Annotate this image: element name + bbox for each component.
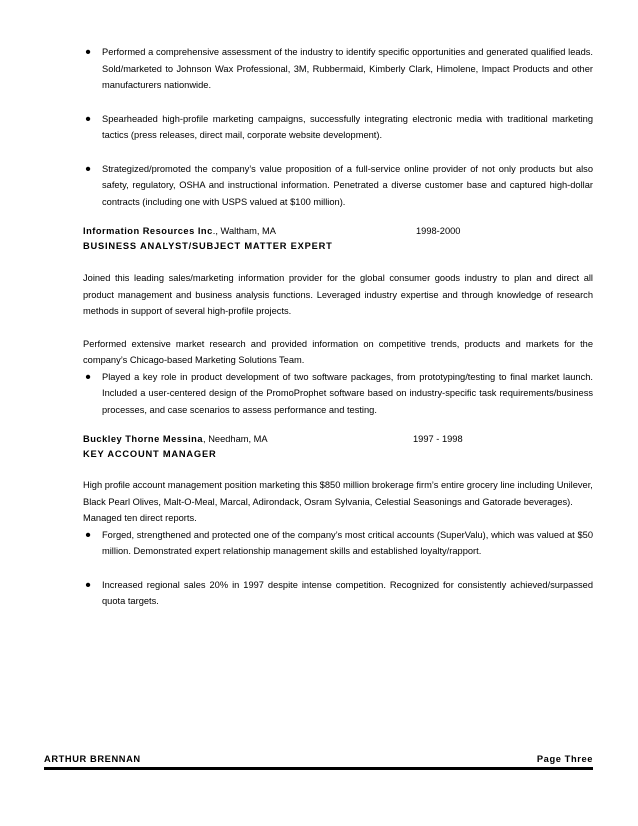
page-content — [83, 44, 593, 610]
job-dates: 1998-2000 — [416, 226, 461, 236]
bullet-text: Spearheaded high-profile marketing campaigns, successfully integrating electronic media with traditional marketing tactics (press releases, direct mail, corporate website development). — [102, 113, 593, 140]
job-description: High profile account management position marketing this $850 million brokerage firm’s entire grocery line including Unilever, Black Pearl Olives, Malt-O-Meal, Marcal, Adirondack, Osram Sylvania, Celestial Seasonings and Gatorade beverages). Managed ten direct reports. — [83, 480, 593, 523]
list-item — [83, 44, 593, 94]
footer-rule — [44, 767, 593, 770]
bullet-glyph: • — [85, 368, 91, 386]
bullet-glyph: • — [85, 44, 91, 61]
footer-name: ARTHUR BRENNAN — [44, 754, 141, 764]
bullet-glyph: • — [85, 160, 91, 178]
job-title: KEY ACCOUNT MANAGER — [83, 449, 217, 459]
job-description: Joined this leading sales/marketing information provider for the global consumer goods industry to plan and direct all product management and business analysis functions. Leveraged industry expertise and through knowledge of research methods in support of several high-profile projects. — [83, 273, 593, 316]
job-dates: 1997 - 1998 — [413, 434, 463, 444]
bullet-glyph: • — [85, 526, 91, 544]
bullet-text: Increased regional sales 20% in 1997 despite intense competition. Recognized for consistently achieved/surpassed quota targets. — [102, 579, 593, 606]
job-header-btm — [83, 432, 593, 447]
company-name: Buckley Thorne Messina — [83, 434, 204, 444]
bullet-text: Strategized/promoted the company’s value proposition of a full-service online provider of not only products but also safety, regulatory, OSHA and instructional information. Penetrated a diverse customer base and captured high-dollar contracts (including one with USPS valued at $100 million). — [102, 163, 593, 207]
job-description: Performed extensive market research and provided information on competitive trends, products and markets for the company’s Chicago-based Marketing Solutions Team. — [83, 338, 593, 365]
job-title: BUSINESS ANALYST/SUBJECT MATTER EXPERT — [83, 241, 333, 251]
bullet-glyph: • — [85, 110, 91, 128]
bullet-text: Played a key role in product development of two software packages, from prototyping/testing to final market launch. Included a user-centered design of the PromoProphet software based on industry-specific task requirements/business processes, and case scenarios to assess performance and testing. — [102, 371, 593, 415]
list-item — [83, 161, 593, 211]
footer-page-number: Page Three — [536, 754, 593, 764]
bullet-glyph: • — [85, 576, 91, 594]
achievement-list — [83, 44, 593, 210]
list-item — [83, 111, 593, 144]
job-bullets — [83, 527, 593, 610]
list-item — [83, 369, 593, 419]
company-name: Information Resources Inc — [83, 226, 213, 236]
bullet-text: Forged, strengthened and protected one of the company’s most critical accounts (SuperValu), which was valued at $50 million. Demonstrated expert relationship management skills and established loyalty/rapport. — [102, 529, 593, 556]
job-header-iri — [83, 224, 593, 239]
job-bullets — [83, 369, 593, 419]
list-item — [83, 527, 593, 560]
list-item — [83, 577, 593, 610]
bullet-text: Performed a comprehensive assessment of the industry to identify specific opportunities and generated qualified leads. Sold/marketed to Johnson Wax Professional, 3M, Rubbermaid, Kimberly Clark, Himolene, Impact Products and other manufacturers nationwide. — [102, 47, 593, 90]
company-location: , Needham, MA — [203, 434, 268, 444]
company-location: ., Waltham, MA — [212, 226, 276, 236]
